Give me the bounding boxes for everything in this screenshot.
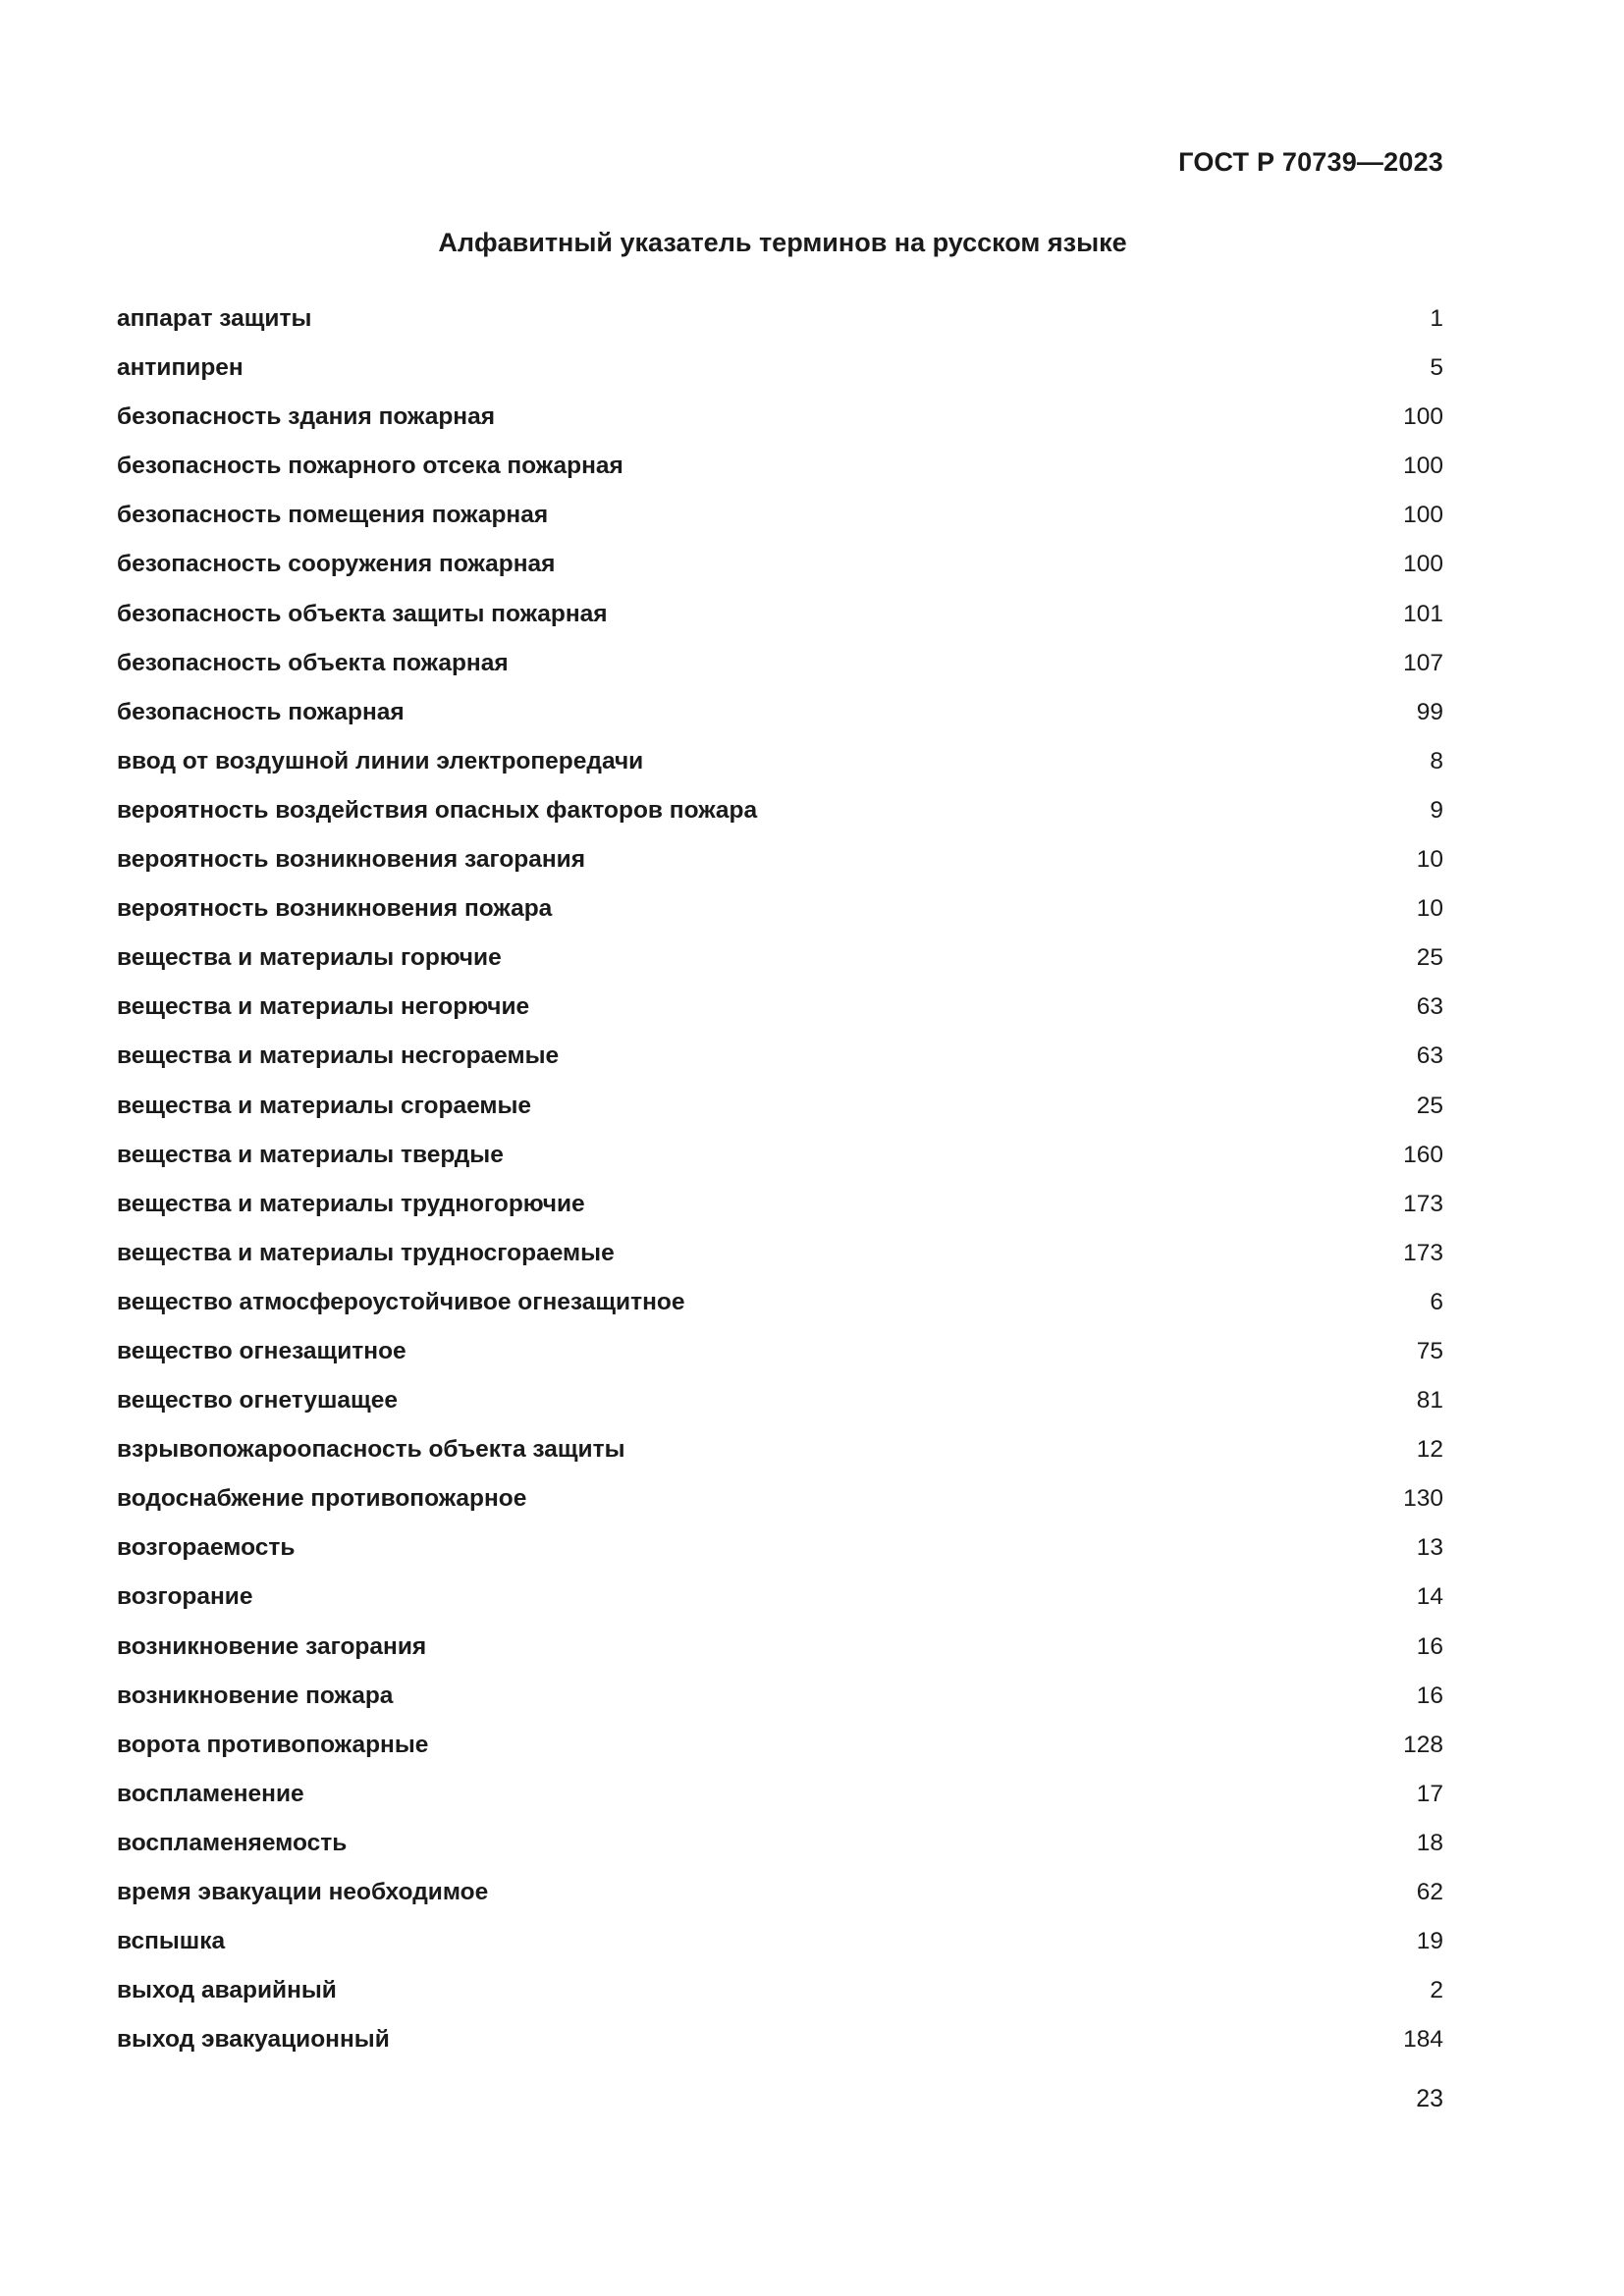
index-term: безопасность сооружения пожарная	[117, 551, 556, 578]
index-entry	[117, 302, 1443, 351]
index-term: вещества и материалы трудносгораемые	[117, 1239, 615, 1266]
index-entry	[117, 1237, 1443, 1286]
index-entry	[117, 351, 1443, 400]
index-term: вещество огнетушащее	[117, 1387, 398, 1415]
index-term: возникновение загорания	[117, 1632, 427, 1660]
index-term-number: 101	[1403, 600, 1443, 627]
standard-code-header: ГОСТ Р 70739—2023	[1178, 147, 1443, 177]
index-entry	[117, 1286, 1443, 1335]
index-title: Алфавитный указатель терминов на русском языке	[438, 228, 1127, 257]
index-entry	[117, 1188, 1443, 1237]
index-term-number: 19	[1416, 1928, 1443, 1955]
index-term: время эвакуации необходимое	[117, 1879, 489, 1905]
index-entry	[117, 1925, 1443, 1974]
index-term-number: 107	[1403, 649, 1443, 676]
index-entry	[117, 1729, 1443, 1778]
index-term-number: 63	[1416, 1042, 1443, 1070]
index-term-number: 1	[1430, 305, 1443, 332]
index-term-number: 6	[1430, 1288, 1443, 1315]
index-term: вещества и материалы трудногорючие	[117, 1190, 585, 1217]
index-term: возгораемость	[117, 1534, 296, 1562]
index-entry	[117, 1482, 1443, 1531]
index-term-number: 9	[1430, 796, 1443, 824]
index-entry	[117, 1433, 1443, 1482]
index-term-number: 75	[1416, 1337, 1443, 1364]
index-term: аппарат защиты	[117, 305, 312, 332]
index-entry	[117, 1778, 1443, 1827]
index-term-number: 18	[1416, 1829, 1443, 1856]
index-entry	[117, 990, 1443, 1040]
index-term-number: 5	[1430, 354, 1443, 382]
index-term-number: 100	[1403, 502, 1443, 529]
index-term-number: 184	[1403, 2026, 1443, 2054]
term-index-list	[117, 302, 1443, 2072]
index-term: безопасность объекта пожарная	[117, 649, 509, 676]
index-term: безопасность пожарного отсека пожарная	[117, 453, 623, 480]
index-term: антипирен	[117, 354, 244, 382]
index-term-number: 25	[1416, 1092, 1443, 1119]
index-entry	[117, 843, 1443, 892]
index-entry	[117, 1090, 1443, 1139]
index-entry	[117, 696, 1443, 745]
index-entry	[117, 1974, 1443, 2023]
index-entry	[117, 1040, 1443, 1089]
index-entry	[117, 745, 1443, 794]
index-term-number: 173	[1403, 1239, 1443, 1266]
index-entry	[117, 450, 1443, 499]
index-term-number: 100	[1403, 551, 1443, 578]
index-term: ввод от воздушной линии электропередачи	[117, 747, 644, 774]
index-term: вещества и материалы несгораемые	[117, 1042, 560, 1070]
index-term-number: 10	[1416, 846, 1443, 874]
index-term-number: 100	[1403, 453, 1443, 480]
index-term: вещества и материалы сгораемые	[117, 1092, 532, 1119]
index-term: вещества и материалы твердые	[117, 1141, 504, 1168]
index-term-number: 17	[1416, 1780, 1443, 1807]
index-term: вещества и материалы негорючие	[117, 993, 530, 1021]
index-term: водоснабжение противопожарное	[117, 1485, 527, 1513]
index-term-number: 16	[1416, 1632, 1443, 1660]
index-term: безопасность помещения пожарная	[117, 502, 549, 529]
index-term: возникновение пожара	[117, 1682, 394, 1709]
page-number: 23	[1416, 2085, 1443, 2112]
index-term: выход эвакуационный	[117, 2026, 390, 2054]
index-term: вещество огнезащитное	[117, 1337, 406, 1364]
index-term: выход аварийный	[117, 1977, 337, 2004]
index-term-number: 10	[1416, 895, 1443, 923]
index-term-number: 25	[1416, 944, 1443, 972]
index-term-number: 13	[1416, 1534, 1443, 1562]
index-entry	[117, 499, 1443, 548]
index-term-number: 16	[1416, 1682, 1443, 1709]
index-term-number: 130	[1403, 1485, 1443, 1513]
index-entry	[117, 1335, 1443, 1384]
index-term-number: 81	[1416, 1387, 1443, 1415]
index-term: воспламенение	[117, 1780, 304, 1807]
index-term-number: 62	[1416, 1879, 1443, 1905]
index-term-number: 2	[1430, 1977, 1443, 2004]
index-term: безопасность здания пожарная	[117, 403, 496, 431]
index-entry	[117, 1630, 1443, 1680]
index-term: вероятность возникновения пожара	[117, 895, 553, 923]
index-term-number: 63	[1416, 993, 1443, 1021]
index-term: взрывопожароопасность объекта защиты	[117, 1436, 625, 1464]
index-entry	[117, 892, 1443, 941]
index-term-number: 14	[1416, 1583, 1443, 1611]
index-term-number: 160	[1403, 1141, 1443, 1168]
index-entry	[117, 1580, 1443, 1629]
index-term: вероятность воздействия опасных факторов пожара	[117, 796, 758, 824]
index-entry	[117, 941, 1443, 990]
index-term-number: 128	[1403, 1731, 1443, 1758]
index-term: безопасность пожарная	[117, 698, 405, 725]
index-term: вероятность возникновения загорания	[117, 846, 586, 874]
index-entry	[117, 1531, 1443, 1580]
index-entry	[117, 647, 1443, 696]
index-term-number: 99	[1416, 698, 1443, 725]
index-term: вещества и материалы горючие	[117, 944, 502, 972]
index-entry	[117, 598, 1443, 647]
index-entry	[117, 2023, 1443, 2072]
index-term: ворота противопожарные	[117, 1731, 429, 1758]
index-term: вещество атмосфероустойчивое огнезащитное	[117, 1288, 685, 1315]
index-entry	[117, 794, 1443, 843]
index-term: возгорание	[117, 1583, 253, 1611]
index-entry	[117, 1384, 1443, 1433]
index-entry	[117, 1139, 1443, 1188]
index-entry	[117, 400, 1443, 450]
index-term-number: 173	[1403, 1190, 1443, 1217]
index-entry	[117, 548, 1443, 597]
index-entry	[117, 1876, 1443, 1925]
index-term-number: 8	[1430, 747, 1443, 774]
index-term-number: 100	[1403, 403, 1443, 431]
index-term: вспышка	[117, 1928, 226, 1955]
index-entry	[117, 1680, 1443, 1729]
index-entry	[117, 1827, 1443, 1876]
index-term: безопасность объекта защиты пожарная	[117, 600, 608, 627]
index-term: воспламеняемость	[117, 1829, 348, 1856]
index-term-number: 12	[1416, 1436, 1443, 1464]
